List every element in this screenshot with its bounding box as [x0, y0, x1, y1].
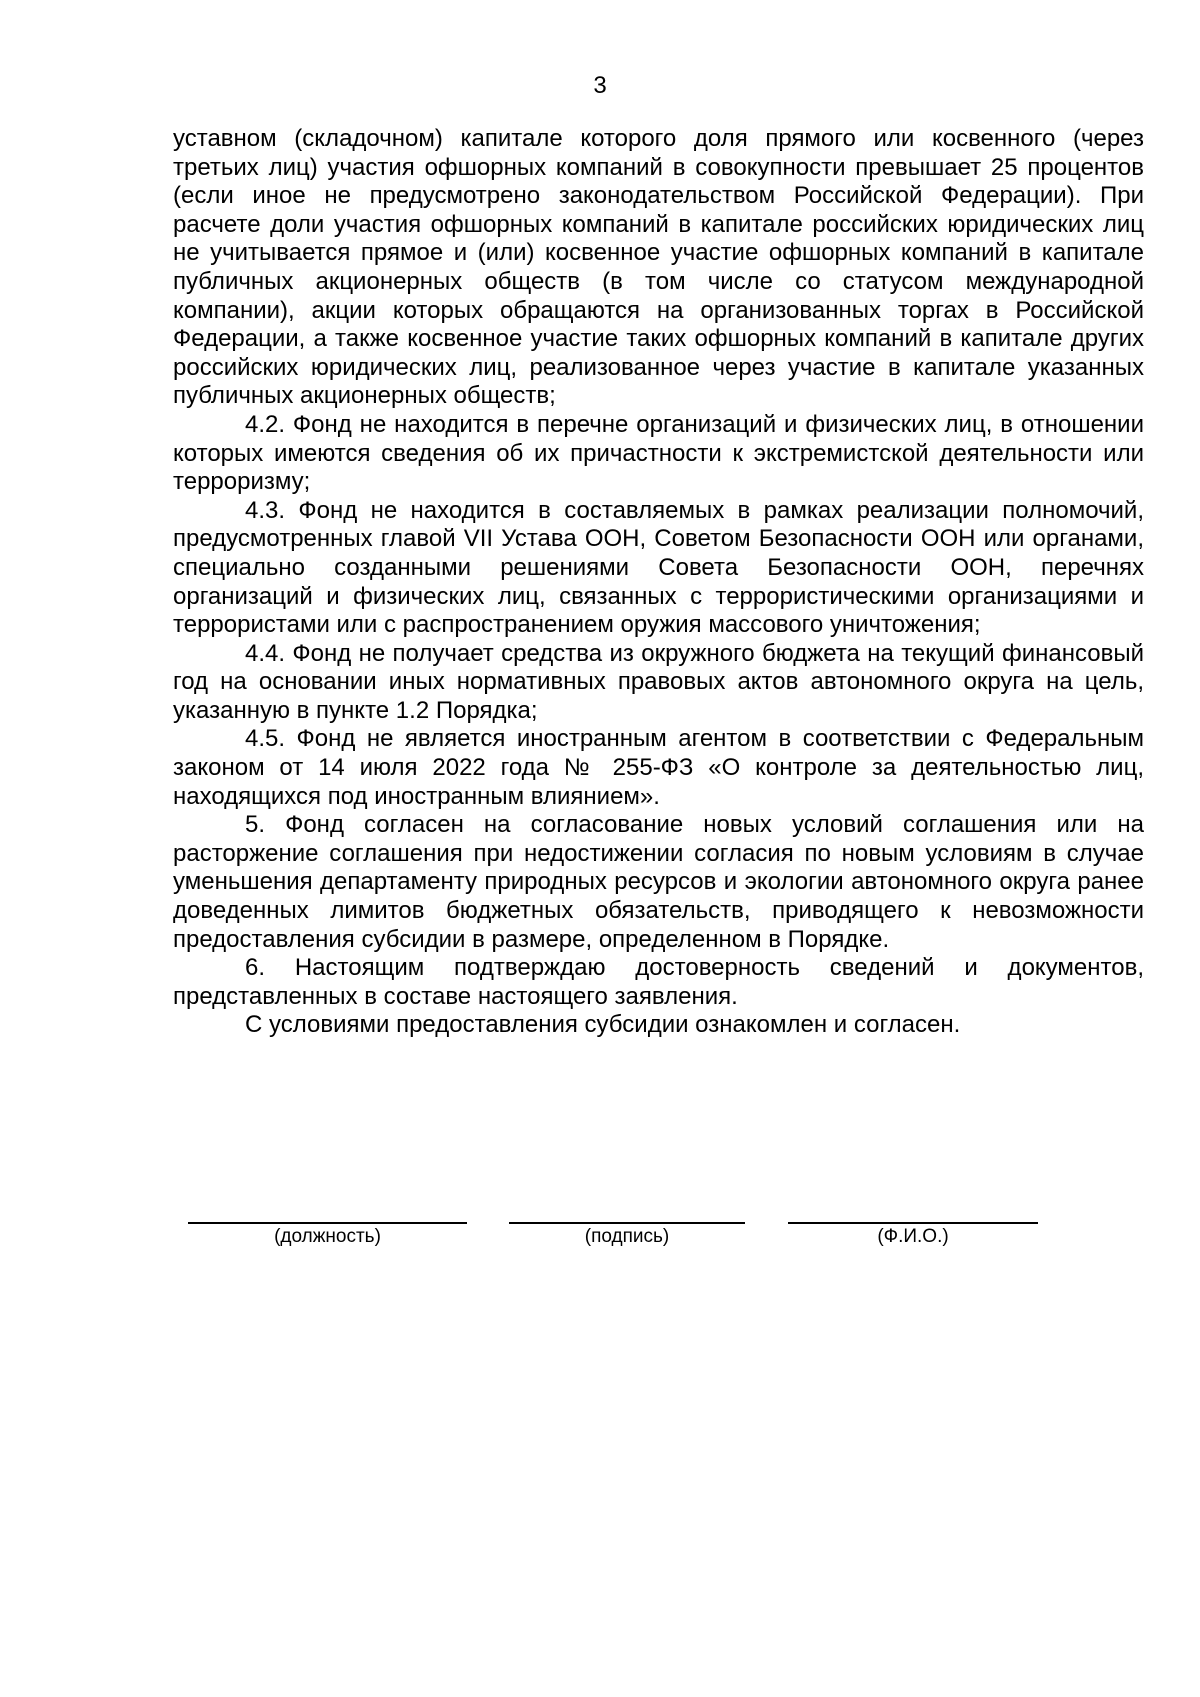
full-name-caption: (Ф.И.О.): [877, 1226, 949, 1247]
signature-line: [509, 1222, 745, 1224]
paragraph-4-3-un-lists: 4.3. Фонд не находится в составляемых в рамках реализации полномочий, предусмотренных главой VII Устава ООН, Советом Безопасности ООН или органами, специально созданными решениями Совета Безопасности ООН, перечнях организаций и физических лиц, связанных с террористическими организациями и террористами или с распространением оружия массового уничтожения;: [173, 496, 1144, 639]
paragraph-6-confirmation: 6. Настоящим подтверждаю достоверность сведений и документов, представленных в составе настоящего заявления.: [173, 954, 1144, 1010]
full-name-line: [788, 1222, 1038, 1224]
paragraph-5-agreement-terms: 5. Фонд согласен на согласование новых условий соглашения или на расторжение соглашения при недостижении согласия по новым условиям в случае уменьшения департаменту природных ресурсов и экологии автономного округа ранее доведенных лимитов бюджетных обязательств, приводящего к невозможности предоставления субсидии в размере, определенном в Порядке.: [173, 811, 1144, 953]
full-name-field: [788, 1222, 1038, 1247]
paragraph-4-2-extremism: 4.2. Фонд не находится в перечне организаций и физических лиц, в отношении которых имеются сведения об их причастности к экстремистской деятельности или терроризму;: [173, 410, 1144, 496]
signature-field: [509, 1222, 745, 1247]
document-body: [173, 125, 1144, 1040]
position-line: [188, 1222, 467, 1224]
signature-caption: (подпись): [584, 1226, 670, 1247]
paragraph-acknowledgement: С условиями предоставления субсидии ознакомлен и согласен.: [245, 1011, 961, 1039]
page-number: 3: [593, 72, 607, 99]
paragraph-offshore-continuation: уставном (складочном) капитале которого доля прямого или косвенного (через третьих лиц) участия офшорных компаний в совокупности превышает 25 процентов (если иное не предусмотрено законодательством Российской Федерации). При расчете доли участия офшорных компаний в капитале российских юридических лиц не учитывается прямое и (или) косвенное участие офшорных компаний в капитале публичных акционерных обществ (в том числе со статусом международной компании), акции которых обращаются на организованных торгах в Российской Федерации, а также косвенное участие таких офшорных компаний в капитале других российских юридических лиц, реализованное через участие в капитале указанных публичных акционерных обществ;: [173, 125, 1144, 410]
position-caption: (должность): [274, 1226, 381, 1247]
paragraph-4-4-budget: 4.4. Фонд не получает средства из окружного бюджета на текущий финансовый год на основании иных нормативных правовых актов автономного округа на цель, указанную в пункте 1.2 Порядка;: [173, 639, 1144, 724]
paragraph-4-5-foreign-agent: 4.5. Фонд не является иностранным агентом в соответствии с Федеральным законом от 14 июля 2022 года № 255-ФЗ «О контроле за деятельностью лиц, находящихся под иностранным влиянием».: [173, 725, 1144, 810]
position-field: [188, 1222, 467, 1247]
signature-block: [0, 1222, 1200, 1262]
